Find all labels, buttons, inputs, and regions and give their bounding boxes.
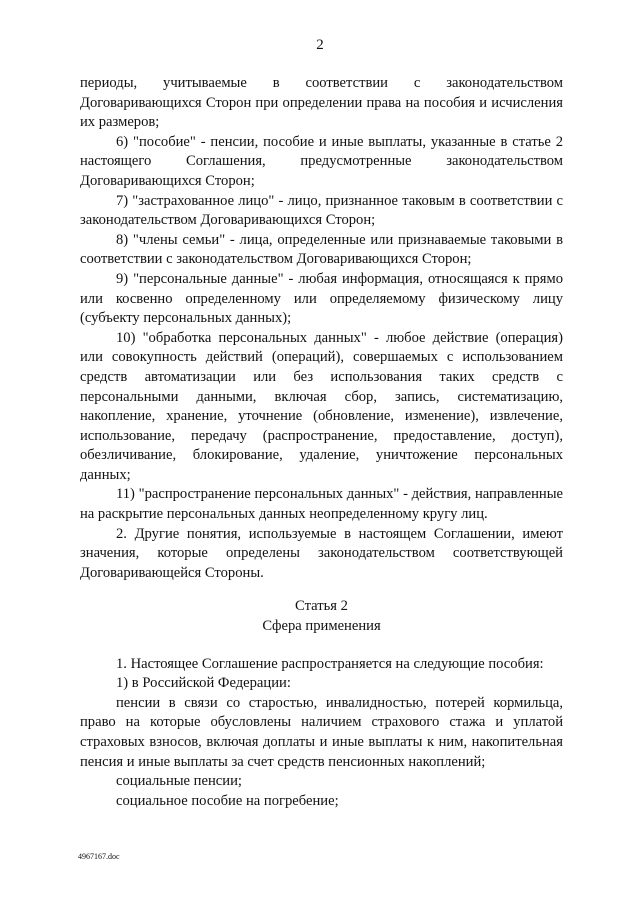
article-number: Статья 2 [295,598,348,615]
paragraph: социальное пособие на погребение; [116,792,339,809]
footer-filename: 4967167.doc [78,852,120,861]
paragraph: 6) "пособие" - пенсии, пособие и иные выплаты, указанные в статье 2 настоящего Соглашения, предусмотренные законодательством Договаривающихся Сторон; [80,133,563,189]
paragraph: 8) "члены семьи" - лица, определенные или признаваемые таковыми в соответствии с законодательством Договаривающихся Сторон; [80,231,563,268]
paragraph: социальные пенсии; [116,773,242,790]
paragraph: 9) "персональные данные" - любая информация, относящаяся к прямо или косвенно определенному или определяемому физическому лицу (субъекту персональных данных); [80,270,563,327]
paragraph: 2. Другие понятия, используемые в настоящем Соглашении, имеют значения, которые определены законодательством соответствующей Договаривающейся Стороны. [80,525,563,581]
article-title: Сфера применения [262,618,381,635]
paragraph: 1) в Российской Федерации: [116,675,291,692]
document-body [80,74,563,811]
paragraph: 10) "обработка персональных данных" - любое действие (операция) или совокупность действий (операций), совершаемых с использованием средств автоматизации или без использования таких средств с персональными данными, включая сбор, запись, систематизацию, накопление, хранение, уточнение (обновление, изменение), извлечение, использование, передачу (распространение, предоставление, доступ), обезличивание, блокирование, удаление, уничтожение персональных данных; [80,329,563,483]
paragraph: 1. Настоящее Соглашение распространяется на следующие пособия: [116,655,544,672]
paragraph: пенсии в связи со старостью, инвалидностью, потерей кормильца, право на которые обусловлены наличием страхового стажа и уплатой страховых взносов, включая доплаты и иные выплаты к ним, накопительная пенсия и иные выплаты за счет средств пенсионных накоплений; [80,694,563,770]
paragraph: 7) "застрахованное лицо" - лицо, признанное таковым в соответствии с законодательством Договаривающихся Сторон; [80,192,563,229]
paragraph: 11) "распространение персональных данных" - действия, направленные на раскрытие персональных данных неопределенному кругу лиц. [80,486,563,523]
paragraph: периоды, учитываемые в соответствии с законодательством Договаривающихся Сторон при определении права на пособия и исчисления их размеров; [80,75,563,131]
page-number: 2 [316,37,324,53]
